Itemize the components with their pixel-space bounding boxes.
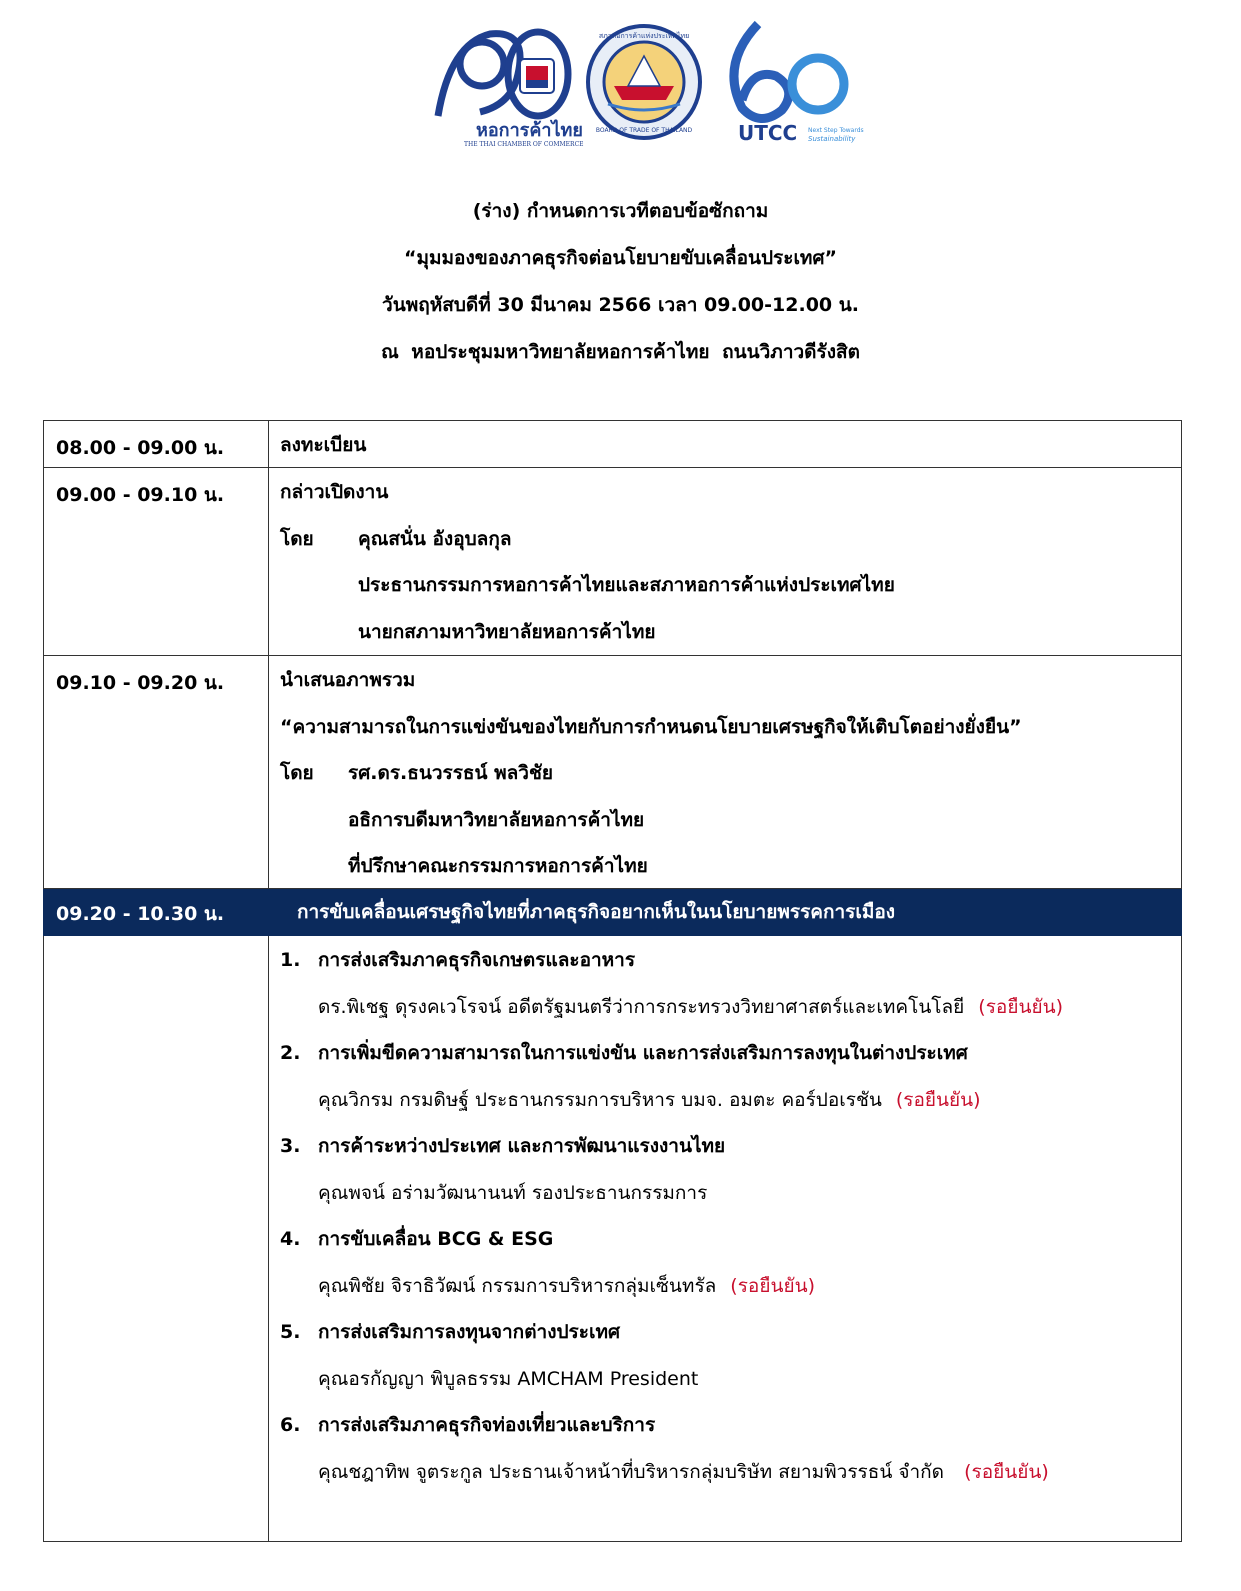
agenda-title: การขับเคลื่อนเศรษฐกิจไทยที่ภาคธุรกิจอยากเห็นในนโยบายพรรคการเมือง [297,901,896,923]
agenda-time: 09.00 - 09.10 น. [56,484,225,506]
by-label: โดย [280,762,314,784]
topic-title: การขับเคลื่อน BCG & ESG [318,1228,554,1250]
agenda-time: 08.00 - 09.00 น. [56,437,225,459]
agenda-title: ลงทะเบียน [280,434,367,456]
svg-text:BOARD OF TRADE OF THAILAND: BOARD OF TRADE OF THAILAND [595,127,693,134]
speaker-position: นายกสภามหาวิทยาลัยหอการค้าไทย [358,620,656,643]
board-of-trade-seal [588,26,700,138]
agenda-row [44,421,1182,468]
agenda-time: 09.20 - 10.30 น. [56,903,225,925]
topic-speaker: คุณพิชัย จิราธิวัฒน์ กรรมการบริหารกลุ่มเซ็นทรัล [318,1274,717,1297]
agenda-time: 09.10 - 09.20 น. [56,672,225,694]
topic-speaker: คุณชฎาทิพ จูตระกูล ประธานเจ้าหน้าที่บริหารกลุ่มบริษัท สยามพิวรรธน์ จำกัด [318,1460,951,1483]
speaker-position: ประธานกรรมการหอการค้าไทยและสภาหอการค้าแห่งประเทศไทย [358,574,895,596]
topic-speaker: ดร.พิเชฐ ดุรงคเวโรจน์ อดีตรัฐมนตรีว่าการกระทรวงวิทยาศาสตร์และเทคโนโลยี [318,995,965,1018]
topic-item: 5. การส่งเสริมการลงทุนจากต่างประเทศ คุณอรกัญญา พิบูลธรรม AMCHAM President [280,1321,699,1390]
topic-item: 3. การค้าระหว่างประเทศ และการพัฒนาแรงงานไทย คุณพจน์ อร่ามวัฒนานนท์ รองประธานกรรมการ [280,1135,726,1204]
svg-text:Next Step Towards: Next Step Towards [808,127,864,134]
topic-title: การส่งเสริมภาคธุรกิจเกษตรและอาหาร [318,949,636,971]
svg-text:UTCC: UTCC [738,121,798,145]
pending-status: (รอยืนยัน) [964,1460,1049,1483]
topic-title: การส่งเสริมภาคธุรกิจท่องเที่ยวและบริการ [318,1414,656,1436]
pending-status: (รอยืนยัน) [978,995,1063,1018]
agenda-row [44,936,1182,1542]
agenda-row [44,656,1182,889]
thai-chamber-90-logo [438,32,584,148]
agenda-title: กล่าวเปิดงาน [280,481,389,503]
by-label: โดย [280,527,314,550]
speaker-position: ที่ปรึกษาคณะกรรมการหอการค้าไทย [348,855,648,877]
svg-text:หอการค้าไทย: หอการค้าไทย [476,120,583,141]
agenda-table [43,420,1182,1542]
svg-text:THE THAI CHAMBER OF COMMERCE: THE THAI CHAMBER OF COMMERCE [464,141,584,148]
topic-item: 4. การขับเคลื่อน BCG & ESG คุณพิชัย จิราธิวัฒน์ กรรมการบริหารกลุ่มเซ็นทรัล (รอยืนยัน) [280,1228,815,1297]
speaker-name: คุณสนั่น อังอุบลกุล [358,527,512,550]
topic-title: การค้าระหว่างประเทศ และการพัฒนาแรงงานไทย [318,1135,726,1157]
topic-title: การเพิ่มขีดความสามารถในการแข่งขัน และการส่งเสริมการลงทุนในต่างประเทศ [318,1042,968,1064]
topic-speaker: คุณอรกัญญา พิบูลธรรม AMCHAM President [318,1367,699,1390]
topic-item: 6. การส่งเสริมภาคธุรกิจท่องเที่ยวและบริการ คุณชฎาทิพ จูตระกูล ประธานเจ้าหน้าที่บริหารกลุ่มบริษัท สยามพิวรรธน์ จำกัด (รอยืนยัน) [280,1414,1049,1483]
topic-title: การส่งเสริมการลงทุนจากต่างประเทศ [318,1321,621,1343]
speaker-position: อธิการบดีมหาวิทยาลัยหอการค้าไทย [348,808,645,831]
event-header [0,194,1241,382]
topic-item: 1. การส่งเสริมภาคธุรกิจเกษตรและอาหาร ดร.พิเชฐ ดุรงคเวโรจน์ อดีตรัฐมนตรีว่าการกระทรวงวิทยาศาสตร์และเทคโนโลยี (รอยืนยัน) [280,949,1063,1018]
speaker-name: รศ.ดร.ธนวรรธน์ พลวิชัย [348,762,553,784]
svg-text:Sustainability: Sustainability [808,135,856,143]
agenda-title: นำเสนอภาพรวม [280,669,416,691]
agenda-subtitle: “ความสามารถในการแข่งขันของไทยกับการกำหนดนโยบายเศรษฐกิจให้เติบโตอย่างยั่งยืน” [280,715,1022,738]
agenda-row [44,468,1182,656]
utcc-60-logo [734,24,864,145]
topic-speaker: คุณพจน์ อร่ามวัฒนานนท์ รองประธานกรรมการ [318,1181,708,1204]
topic-list [269,936,1181,1512]
header-date: วันพฤหัสบดีที่ 30 มีนาคม 2566 เวลา 09.00-12.00 น. [382,294,859,316]
topic-speaker: คุณวิกรม กรมดิษฐ์ ประธานกรรมการบริหาร บมจ. อมตะ คอร์ปอเรชัน [318,1088,882,1111]
header-topic: “มุมมองของภาคธุรกิจต่อนโยบายขับเคลื่อนประเทศ” [403,247,838,269]
svg-text:สภาหอการค้าแห่งประเทศไทย: สภาหอการค้าแห่งประเทศไทย [598,32,690,40]
pending-status: (รอยืนยัน) [730,1274,815,1297]
pending-status: (รอยืนยัน) [895,1088,981,1111]
topic-item: 2. การเพิ่มขีดความสามารถในการแข่งขัน และการส่งเสริมการลงทุนในต่างประเทศ คุณวิกรม กรมดิษฐ์ ประธานกรรมการบริหาร บมจ. อมตะ คอร์ปอเรชัน (รอยืนยัน) [280,1042,981,1111]
header-location: ณ หอประชุมมหาวิทยาลัยหอการค้าไทย ถนนวิภาวดีรังสิต [381,341,860,363]
logo-group [420,4,870,152]
header-title: (ร่าง) กำหนดการเวทีตอบข้อซักถาม [472,200,769,222]
agenda-row-highlight [44,889,1182,936]
